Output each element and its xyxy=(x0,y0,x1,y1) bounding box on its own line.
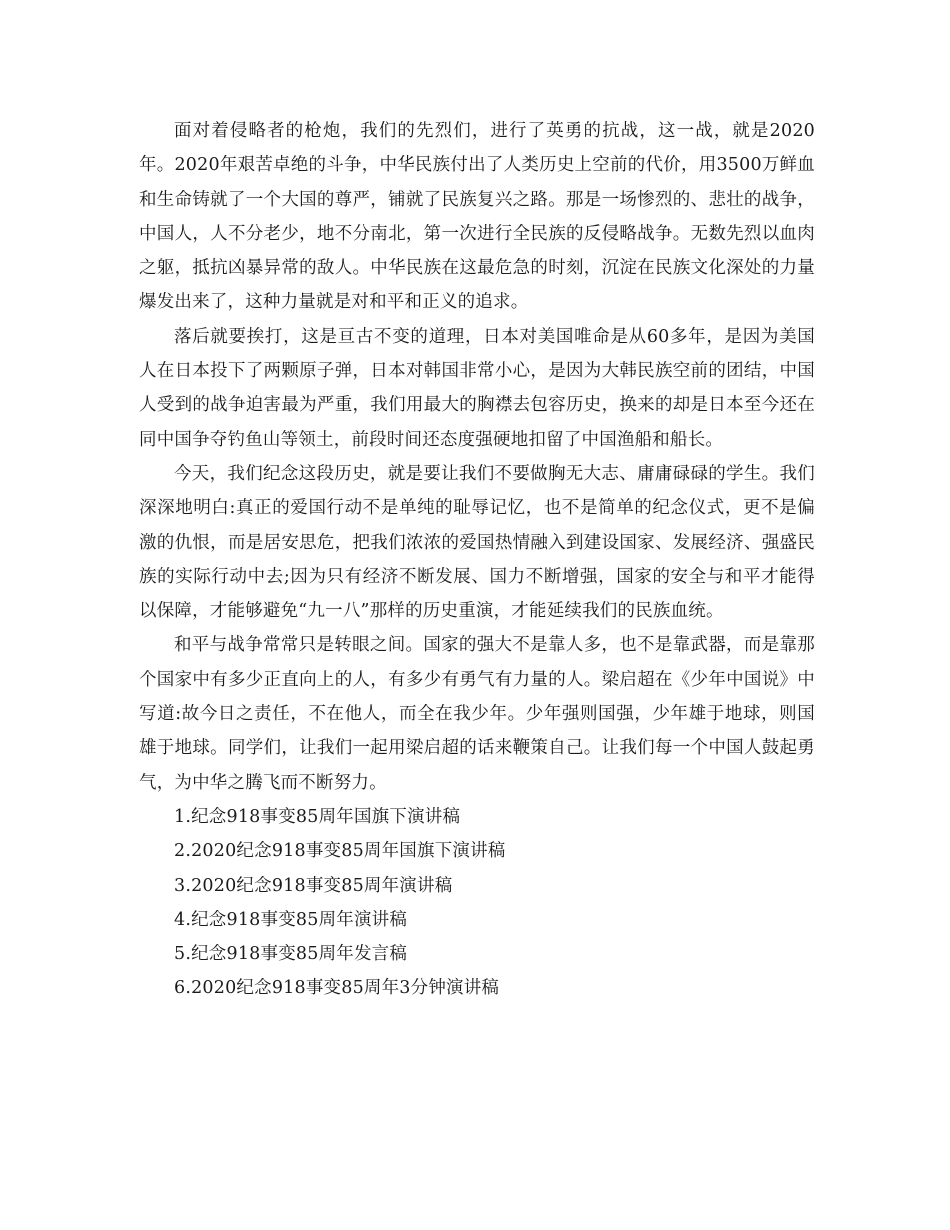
related-articles-list xyxy=(139,800,815,1006)
list-item: 6.2020纪念918事变85周年3分钟演讲稿 xyxy=(174,978,500,999)
paragraph-1: 面对着侵略者的枪炮，我们的先烈们，进行了英勇的抗战，这一战，就是2020年。2020年艰苦卓绝的斗争，中华民族付出了人类历史上空前的代价，用3500万鲜血和生命铸就了一个大国的尊严，铺就了民族复兴之路。那是一场惨烈的、悲壮的战争，中国人，人不分老少，地不分南北，第一次进行全民族的反侵略战争。无数先烈以血肉之躯，抵抗凶暴异常的敌人。中华民族在这最危急的时刻，沉淀在民族文化深处的力量爆发出来了，这种力量就是对和平和正义的追求。 xyxy=(139,121,815,313)
list-item: 3.2020纪念918事变85周年演讲稿 xyxy=(174,875,453,896)
paragraph-2: 落后就要挨打，这是亘古不变的道理，日本对美国唯命是从60多年，是因为美国人在日本投下了两颗原子弹，日本对韩国非常小心，是因为大韩民族空前的团结，中国人受到的战争迫害最为严重，我们用最大的胸襟去包容历史，换来的却是日本至今还在同中国争夺钓鱼山等领土，前段时间还态度强硬地扣留了中国渔船和船长。 xyxy=(139,326,815,450)
list-item: 1.纪念918事变85周年国旗下演讲稿 xyxy=(174,806,461,827)
list-item: 4.纪念918事变85周年演讲稿 xyxy=(174,909,408,930)
paragraph-4: 和平与战争常常只是转眼之间。国家的强大不是靠人多，也不是靠武器，而是靠那个国家中有多少正直向上的人，有多少有勇气有力量的人。梁启超在《少年中国说》中写道:故今日之责任，不在他人，而全在我少年。少年强则国强，少年雄于地球，则国雄于地球。同学们，让我们一起用梁启超的话来鞭策自己。让我们每一个中国人鼓起勇气，为中华之腾飞而不断努力。 xyxy=(139,635,815,793)
document-body xyxy=(139,114,815,1006)
paragraph-3: 今天，我们纪念这段历史，就是要让我们不要做胸无大志、庸庸碌碌的学生。我们深深地明白:真正的爱国行动不是单纯的耻辱记忆，也不是简单的纪念仪式，更不是偏激的仇恨，而是居安思危，把我们浓浓的爱国热情融入到建设国家、发展经济、强盛民族的实际行动中去;因为只有经济不断发展、国力不断增强，国家的安全与和平才能得以保障，才能够避免“九一八”那样的历史重演，才能延续我们的民族血统。 xyxy=(139,463,815,622)
list-item: 2.2020纪念918事变85周年国旗下演讲稿 xyxy=(174,841,506,862)
list-item: 5.纪念918事变85周年发言稿 xyxy=(174,944,408,965)
